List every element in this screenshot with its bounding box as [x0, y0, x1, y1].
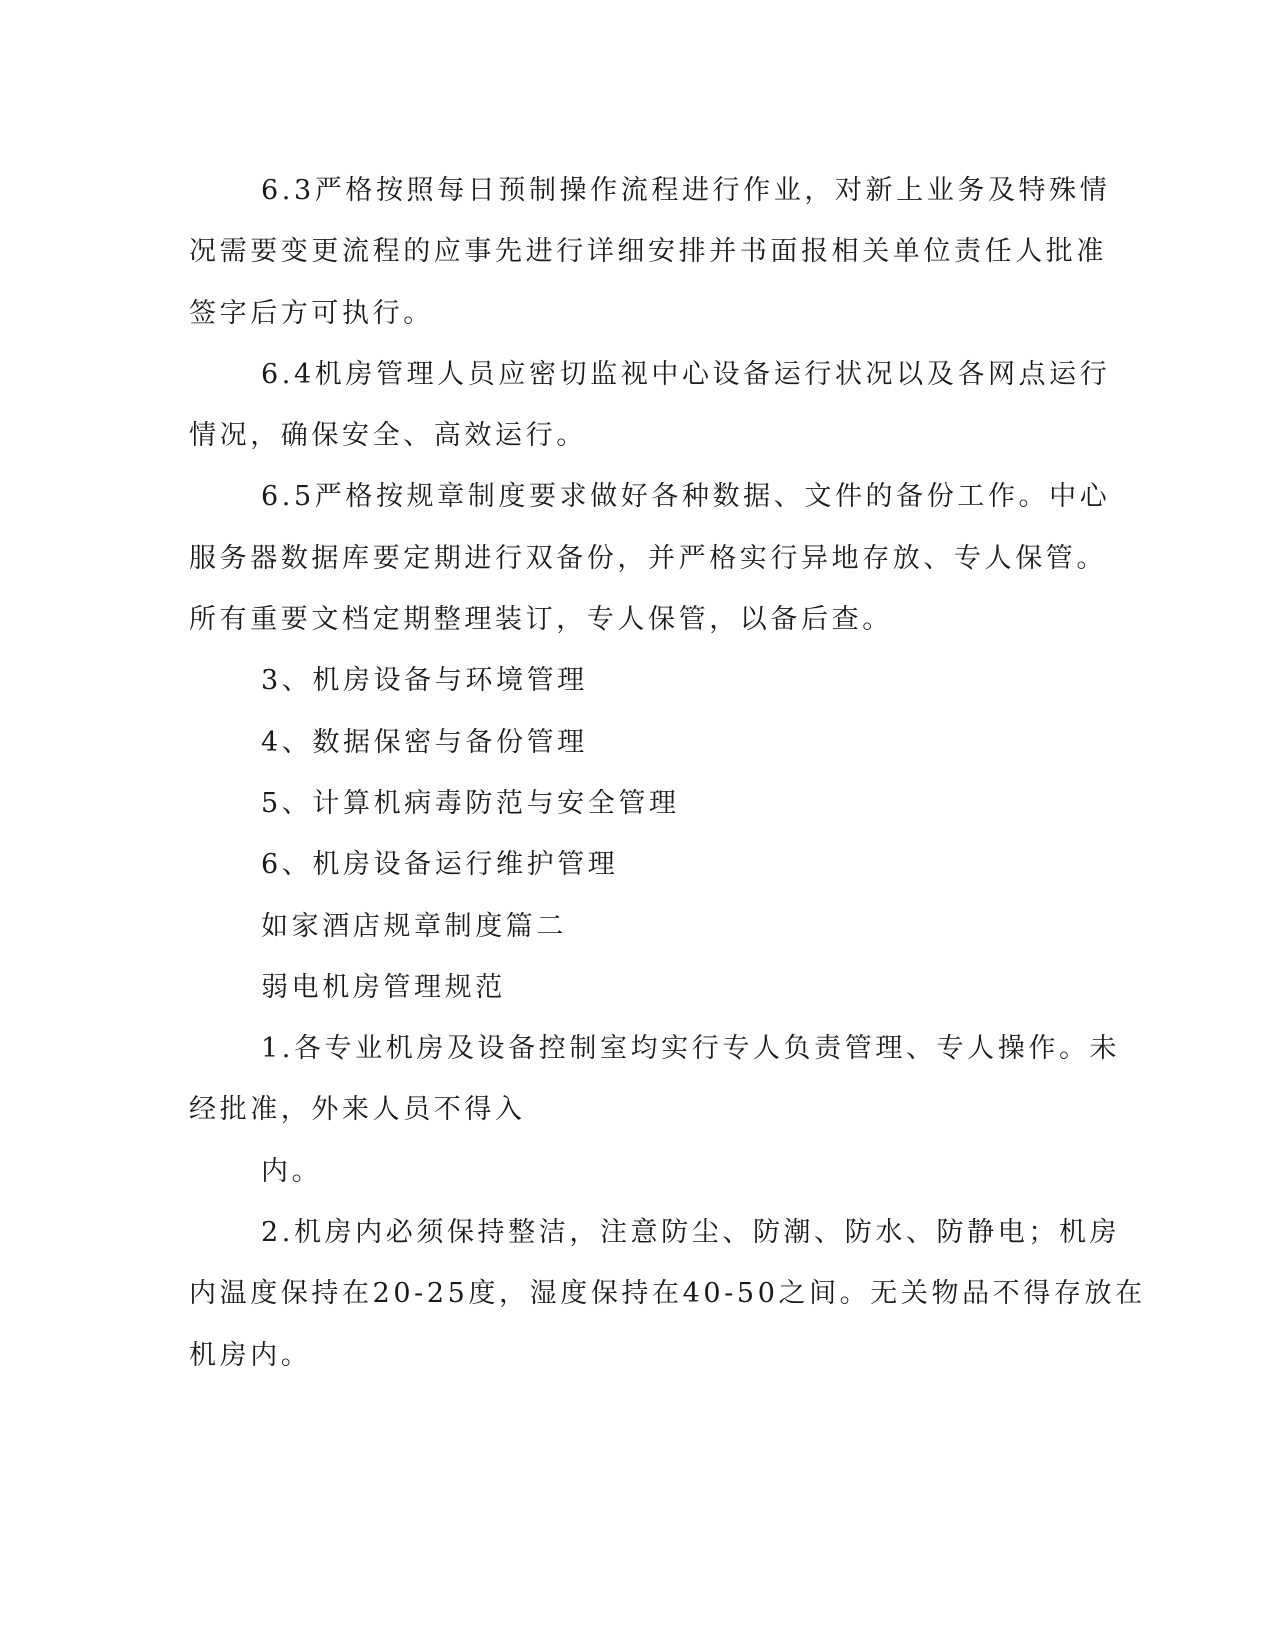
list-item-4: 4、数据保密与备份管理	[261, 726, 588, 758]
list-item-5: 5、计算机病毒防范与安全管理	[261, 787, 680, 819]
list-item-3: 3、机房设备与环境管理	[261, 665, 588, 697]
rule-2-line-1: 2.机房内必须保持整洁，注意防尘、防潮、防水、防静电；机房	[261, 1217, 1121, 1249]
section-subtitle: 弱电机房管理规范	[261, 971, 506, 1003]
paragraph-6-5-line-3: 所有重要文档定期整理装订，专人保管，以备后查。	[189, 604, 893, 636]
document-body	[189, 160, 1146, 1386]
section-title: 如家酒店规章制度篇二	[261, 910, 567, 942]
paragraph-6-4-line-2: 情况，确保安全、高效运行。	[189, 420, 587, 452]
rule-1-line-2: 经批准，外来人员不得入	[189, 1094, 526, 1126]
paragraph-6-3-line-3: 签字后方可执行。	[189, 297, 434, 329]
paragraph-6-5-line-1: 6.5严格按规章制度要求做好各种数据、文件的备份工作。中心	[261, 481, 1111, 513]
rule-2-line-3: 机房内。	[189, 1339, 312, 1371]
paragraph-6-3-line-2: 况需要变更流程的应事先进行详细安排并书面报相关单位责任人批准	[189, 236, 1107, 268]
paragraph-6-4-line-1: 6.4机房管理人员应密切监视中心设备运行状况以及各网点运行	[261, 358, 1111, 390]
rule-1-line-1: 1.各专业机房及设备控制室均实行专人负责管理、专人操作。未	[261, 1033, 1121, 1065]
rule-2-line-2: 内温度保持在20-25度，湿度保持在40-50之间。无关物品不得存放在	[189, 1278, 1146, 1310]
paragraph-6-3-line-1: 6.3严格按照每日预制操作流程进行作业，对新上业务及特殊情	[261, 175, 1111, 206]
rule-1-line-3: 内。	[261, 1155, 323, 1187]
paragraph-6-5-line-2: 服务器数据库要定期进行双备份，并严格实行异地存放、专人保管。	[189, 542, 1107, 574]
list-item-6: 6、机房设备运行维护管理	[261, 849, 619, 881]
